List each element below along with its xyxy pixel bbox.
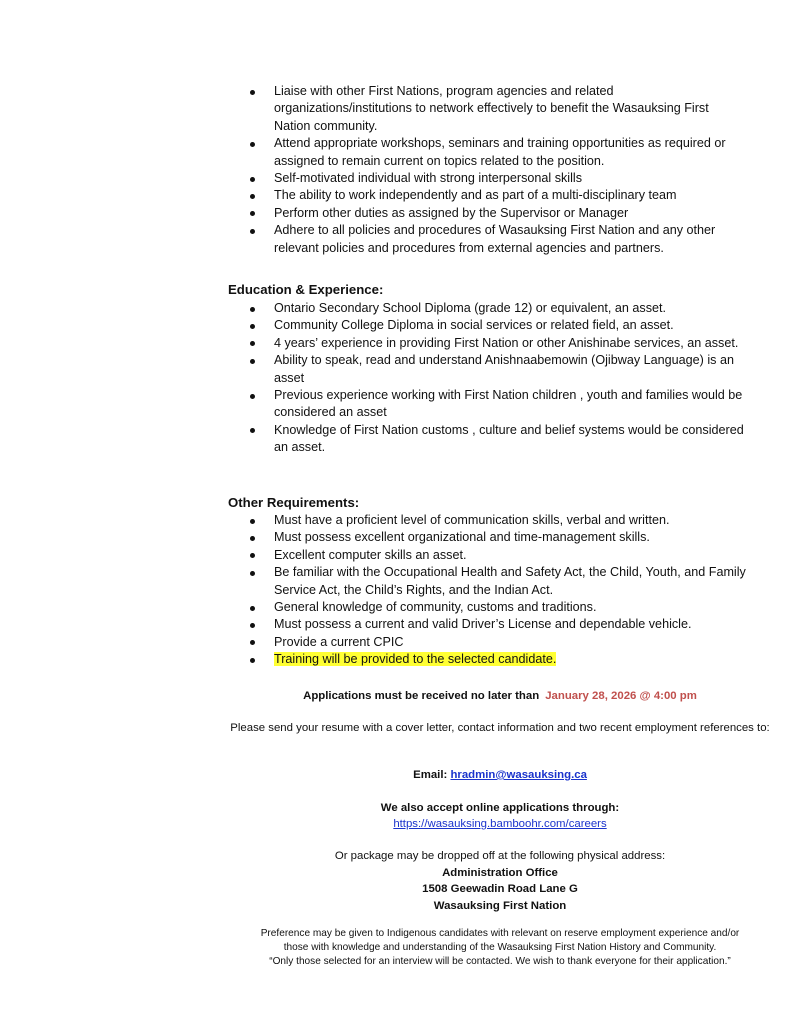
list-item: 4 years’ experience in providing First Nation or other Anishinabe services, an asset. (228, 335, 748, 352)
bullet-icon (250, 211, 255, 216)
bullet-icon (250, 640, 255, 645)
address-line-1: Administration Office (442, 866, 558, 879)
deadline-date: January 28, 2026 @ 4:00 pm (545, 690, 697, 702)
bullet-icon (250, 658, 255, 663)
bullet-icon (250, 324, 255, 329)
list-item: Ability to speak, read and understand Anishnaabemowin (Ojibway Language) is an asset (228, 352, 748, 387)
address-intro: Or package may be dropped off at the following physical address: (334, 850, 666, 862)
online-applications (220, 800, 780, 832)
careers-link[interactable]: https://wasauksing.bamboohr.com/careers (393, 818, 607, 830)
list-item: Perform other duties as assigned by the Supervisor or Manager (228, 205, 748, 222)
bullet-icon (250, 359, 255, 364)
deadline-label: Applications must be received no later than (303, 690, 540, 702)
preference-note (220, 927, 780, 969)
bullet-icon (250, 606, 255, 611)
address-line-2: 1508 Geewadin Road Lane G (422, 883, 578, 895)
application-deadline (220, 689, 780, 704)
bullet-icon (250, 341, 255, 346)
list-item: Knowledge of First Nation customs , culture and belief systems would be considered an asset. (228, 422, 748, 457)
list-item: Liaise with other First Nations, program agencies and related organizations/institutions to network effectively to benefit the Wasauksing First Nation community. (228, 83, 748, 135)
online-label: We also accept online applications through: (380, 802, 620, 814)
list-item: Must have a proficient level of communication skills, verbal and written. (228, 512, 748, 529)
bullet-icon (250, 571, 255, 576)
bullet-icon (250, 142, 255, 147)
list-item: Excellent computer skills an asset. (228, 547, 748, 564)
education-heading: Education & Experience: (228, 282, 384, 297)
bullet-icon (250, 307, 255, 312)
bullet-icon (250, 177, 255, 182)
bullet-icon (250, 553, 255, 558)
email-link[interactable]: hradmin@wasauksing.ca (450, 769, 587, 781)
bullet-icon (250, 623, 255, 628)
bullet-icon (250, 519, 255, 524)
list-item: Must possess excellent organizational and time-management skills. (228, 529, 748, 546)
list-item: The ability to work independently and as part of a multi-disciplinary team (228, 187, 748, 204)
list-item: Self-motivated individual with strong interpersonal skills (228, 170, 748, 187)
preference-line-1: Preference may be given to Indigenous candidates with relevant on reserve employment experience and/or (260, 928, 740, 939)
list-item: Must possess a current and valid Driver’s License and dependable vehicle. (228, 616, 748, 633)
bullet-icon (250, 229, 255, 234)
email-line (220, 768, 780, 783)
bullet-icon (250, 394, 255, 399)
list-item: Previous experience working with First Nation children , youth and families would be considered an asset (228, 387, 748, 422)
email-label: Email: (413, 769, 448, 781)
duties-list (228, 83, 748, 257)
preference-line-3: “Only those selected for an interview will be contacted. We wish to thank everyone for their application.” (269, 956, 731, 967)
list-item: General knowledge of community, customs and traditions. (228, 599, 748, 616)
bullet-icon (250, 194, 255, 199)
list-item-highlighted (228, 651, 748, 668)
highlighted-text: Training will be provided to the selected candidate. (274, 652, 557, 667)
preference-line-2: those with knowledge and understanding of the Wasauksing First Nation History and Community. (283, 942, 717, 953)
list-item: Be familiar with the Occupational Health and Safety Act, the Child, Youth, and Family Service Act, the Child’s Rights, and the Indian Act. (228, 564, 748, 599)
physical-address (220, 848, 780, 914)
list-item: Ontario Secondary School Diploma (grade 12) or equivalent, an asset. (228, 300, 748, 317)
other-requirements-heading: Other Requirements: (228, 495, 360, 510)
bullet-icon (250, 428, 255, 433)
list-item: Provide a current CPIC (228, 634, 748, 651)
list-item: Attend appropriate workshops, seminars and training opportunities as required or assigned to remain current on topics related to the position. (228, 135, 748, 170)
send-instructions: Please send your resume with a cover letter, contact information and two recent employment references to: (230, 722, 770, 734)
list-item: Community College Diploma in social services or related field, an asset. (228, 317, 748, 334)
address-line-3: Wasauksing First Nation (433, 899, 567, 912)
education-list (228, 300, 748, 457)
list-item: Adhere to all policies and procedures of Wasauksing First Nation and any other relevant policies and procedures from external agencies and partners. (228, 222, 748, 257)
bullet-icon (250, 536, 255, 541)
other-requirements-list (228, 512, 748, 669)
bullet-icon (250, 90, 255, 95)
